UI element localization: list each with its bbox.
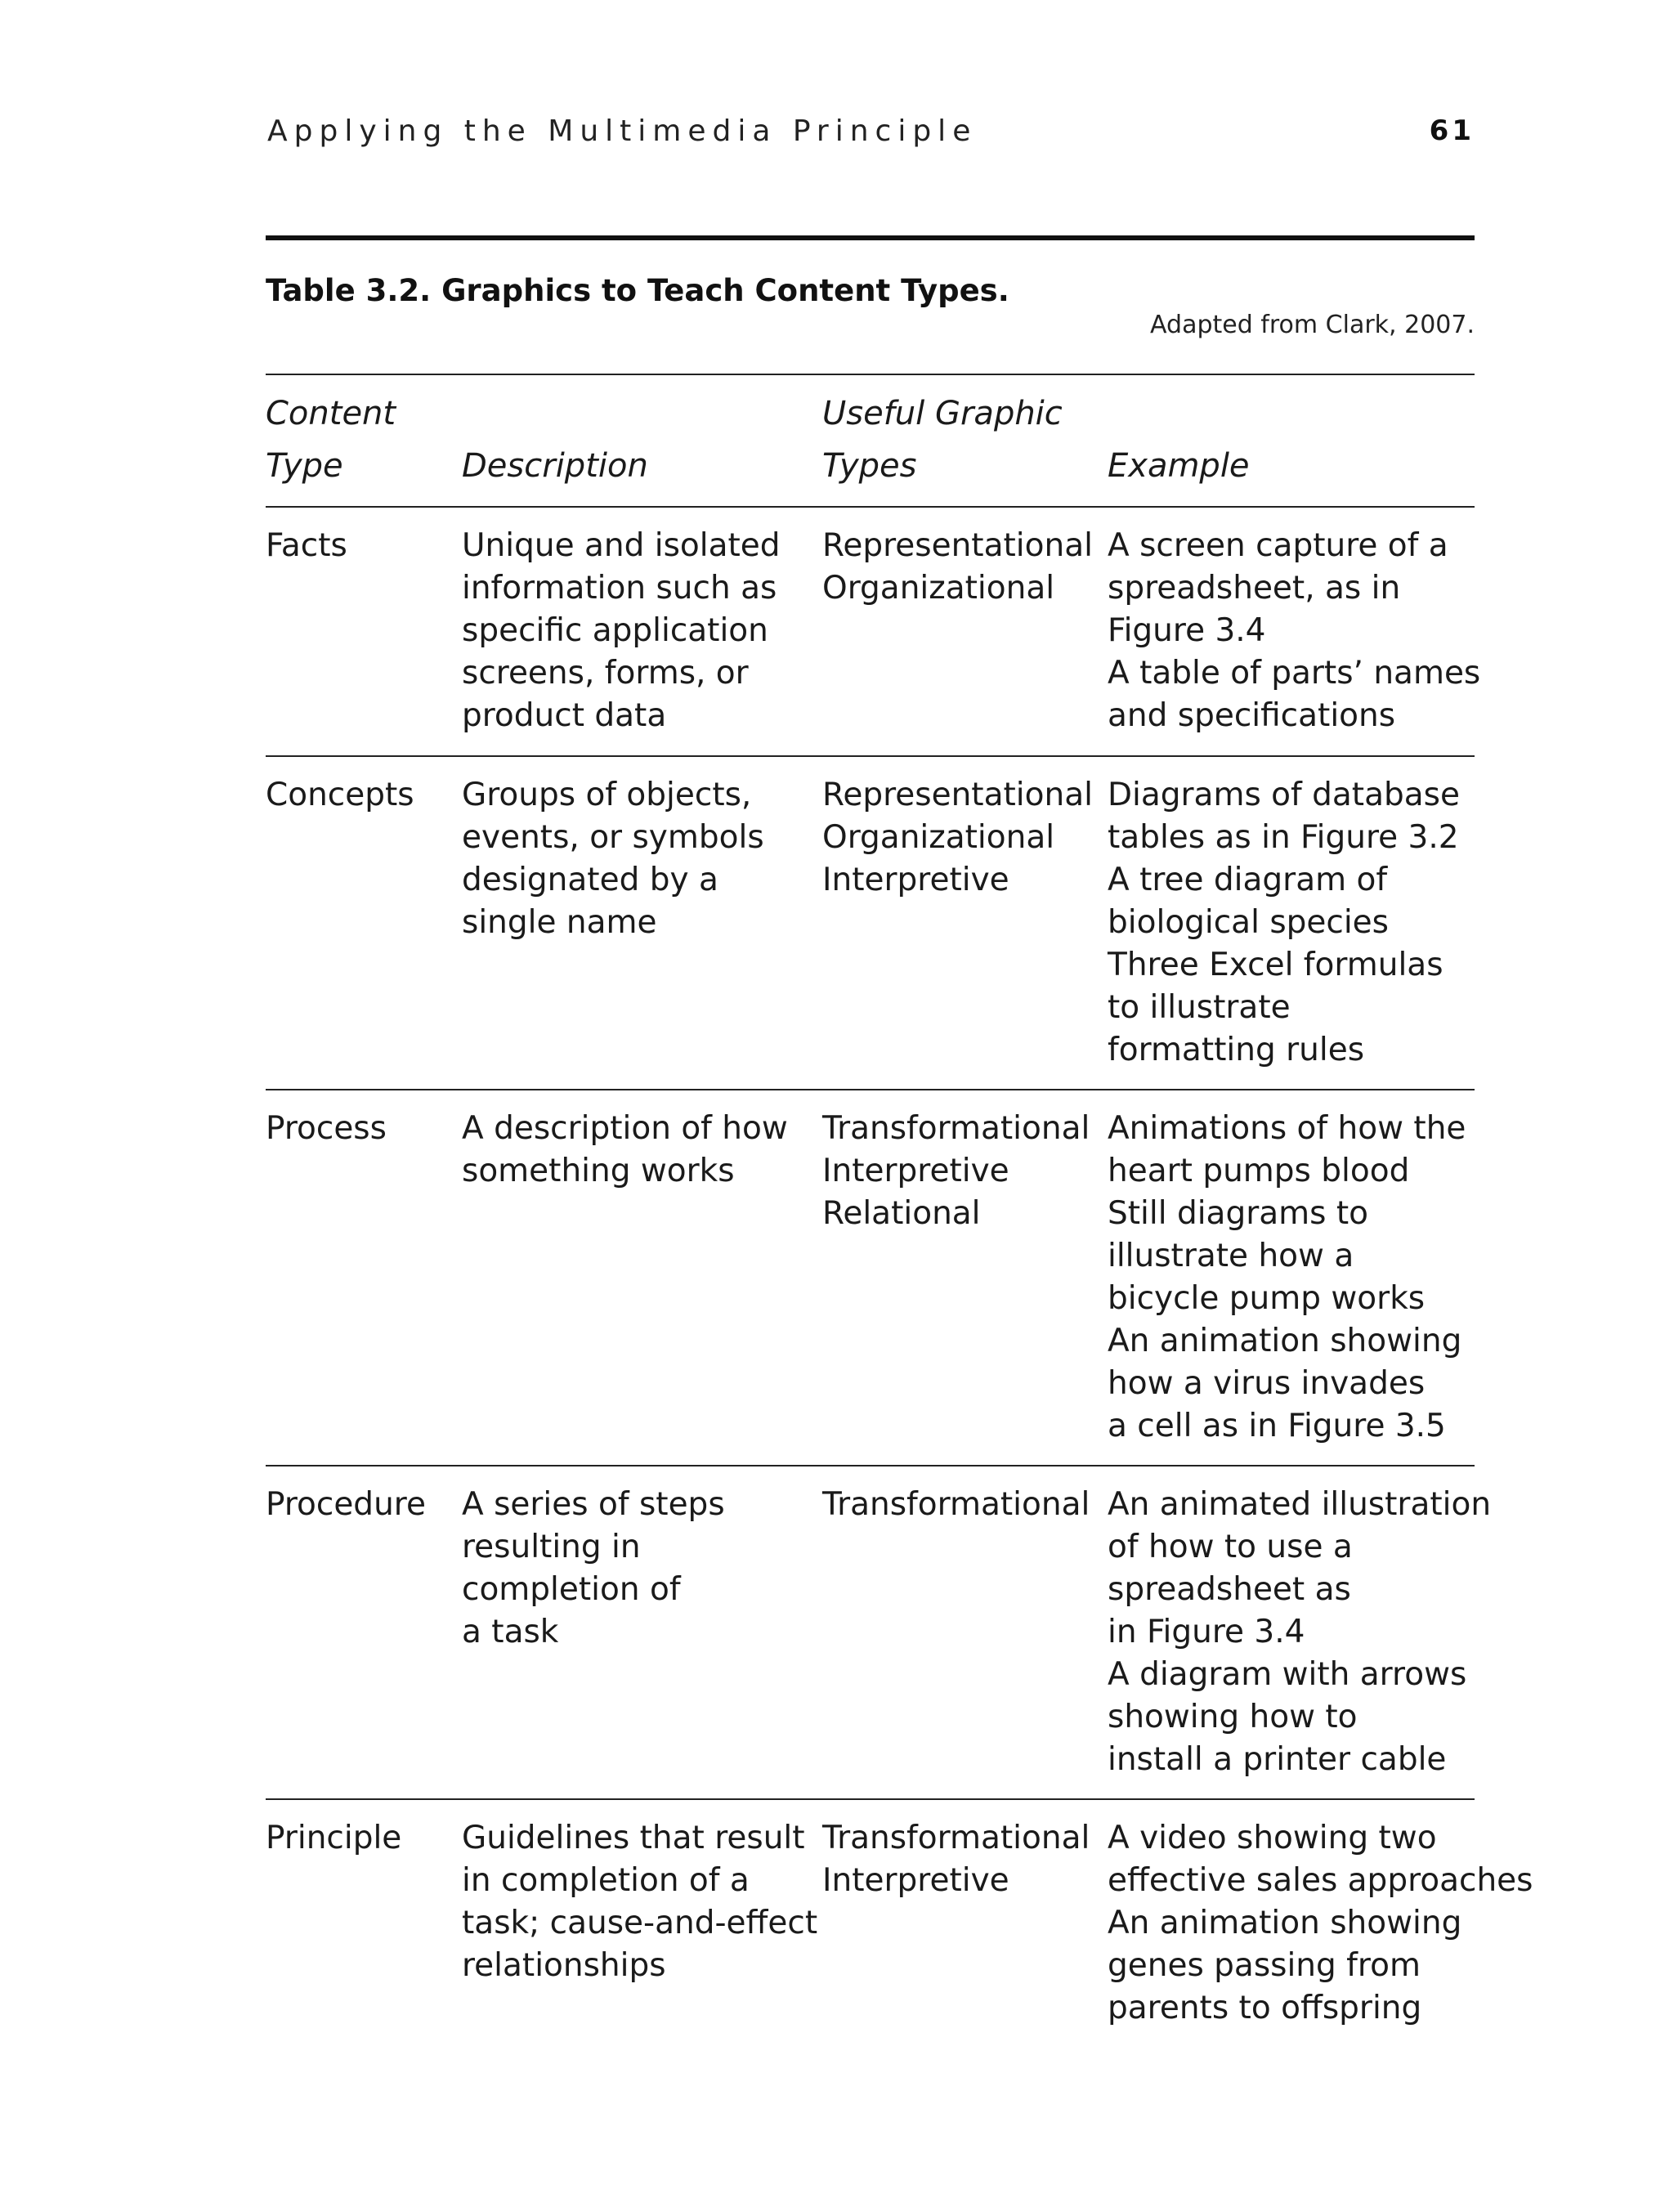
cell-description: Unique and isolated information such as specific application screens, forms, or product data — [462, 527, 781, 734]
column-header-example: Example — [1108, 447, 1250, 485]
cell-content-type: Facts — [266, 527, 347, 564]
row-divider — [266, 1089, 1475, 1090]
cell-content-type: Principle — [266, 1820, 402, 1856]
cell-description: Groups of objects, events, or symbols designated by a single name — [462, 777, 764, 941]
cell-example: An animated illustration of how to use a spreadsheet as in Figure 3.4 A diagram with arrows showing how to install a printer cable — [1108, 1486, 1492, 1778]
row-divider — [266, 1798, 1475, 1800]
cell-graphic-types: Transformational Interpretive — [822, 1820, 1090, 1899]
top-thick-rule — [266, 235, 1475, 240]
table-header-top-rule — [266, 374, 1475, 375]
cell-description: Guidelines that result in completion of a task; cause-and-effect relationships — [462, 1820, 818, 1984]
table-caption: Table 3.2. Graphics to Teach Content Types. — [266, 273, 1009, 308]
cell-description: A description of how something works — [462, 1110, 788, 1189]
cell-description: A series of steps resulting in completion of a task — [462, 1486, 725, 1650]
page-number: 61 — [1429, 114, 1475, 147]
cell-example: A video showing two effective sales approaches An animation showing genes passing from parents to offspring — [1108, 1820, 1533, 2026]
cell-example: A screen capture of a spreadsheet, as in Figure 3.4 A table of parts’ names and specifications — [1108, 527, 1481, 734]
cell-content-type: Concepts — [266, 777, 414, 813]
cell-content-type: Process — [266, 1110, 387, 1147]
column-header-description: Description — [462, 447, 648, 485]
column-header-content-type: Content Type — [266, 395, 396, 485]
cell-graphic-types: Representational Organizational Interpretive — [822, 777, 1093, 898]
row-divider — [266, 755, 1475, 757]
table-source-note: Adapted from Clark, 2007. — [1150, 311, 1475, 339]
cell-graphic-types: Transformational — [822, 1486, 1090, 1523]
cell-example: Diagrams of database tables as in Figure 3.2 A tree diagram of biological species Three Excel formulas to illustrate formatting rules — [1108, 777, 1460, 1068]
cell-example: Animations of how the heart pumps blood Still diagrams to illustrate how a bicycle pump works An animation showing how a virus invades a cell as in Figure 3.5 — [1108, 1110, 1466, 1444]
table-header-bottom-rule — [266, 506, 1475, 508]
cell-content-type: Procedure — [266, 1486, 426, 1523]
running-head-title: Applying the Multimedia Principle — [267, 114, 978, 148]
column-header-graphic-types: Useful Graphic Types — [822, 395, 1063, 485]
cell-graphic-types: Representational Organizational — [822, 527, 1093, 607]
row-divider — [266, 1465, 1475, 1466]
cell-graphic-types: Transformational Interpretive Relational — [822, 1110, 1090, 1232]
